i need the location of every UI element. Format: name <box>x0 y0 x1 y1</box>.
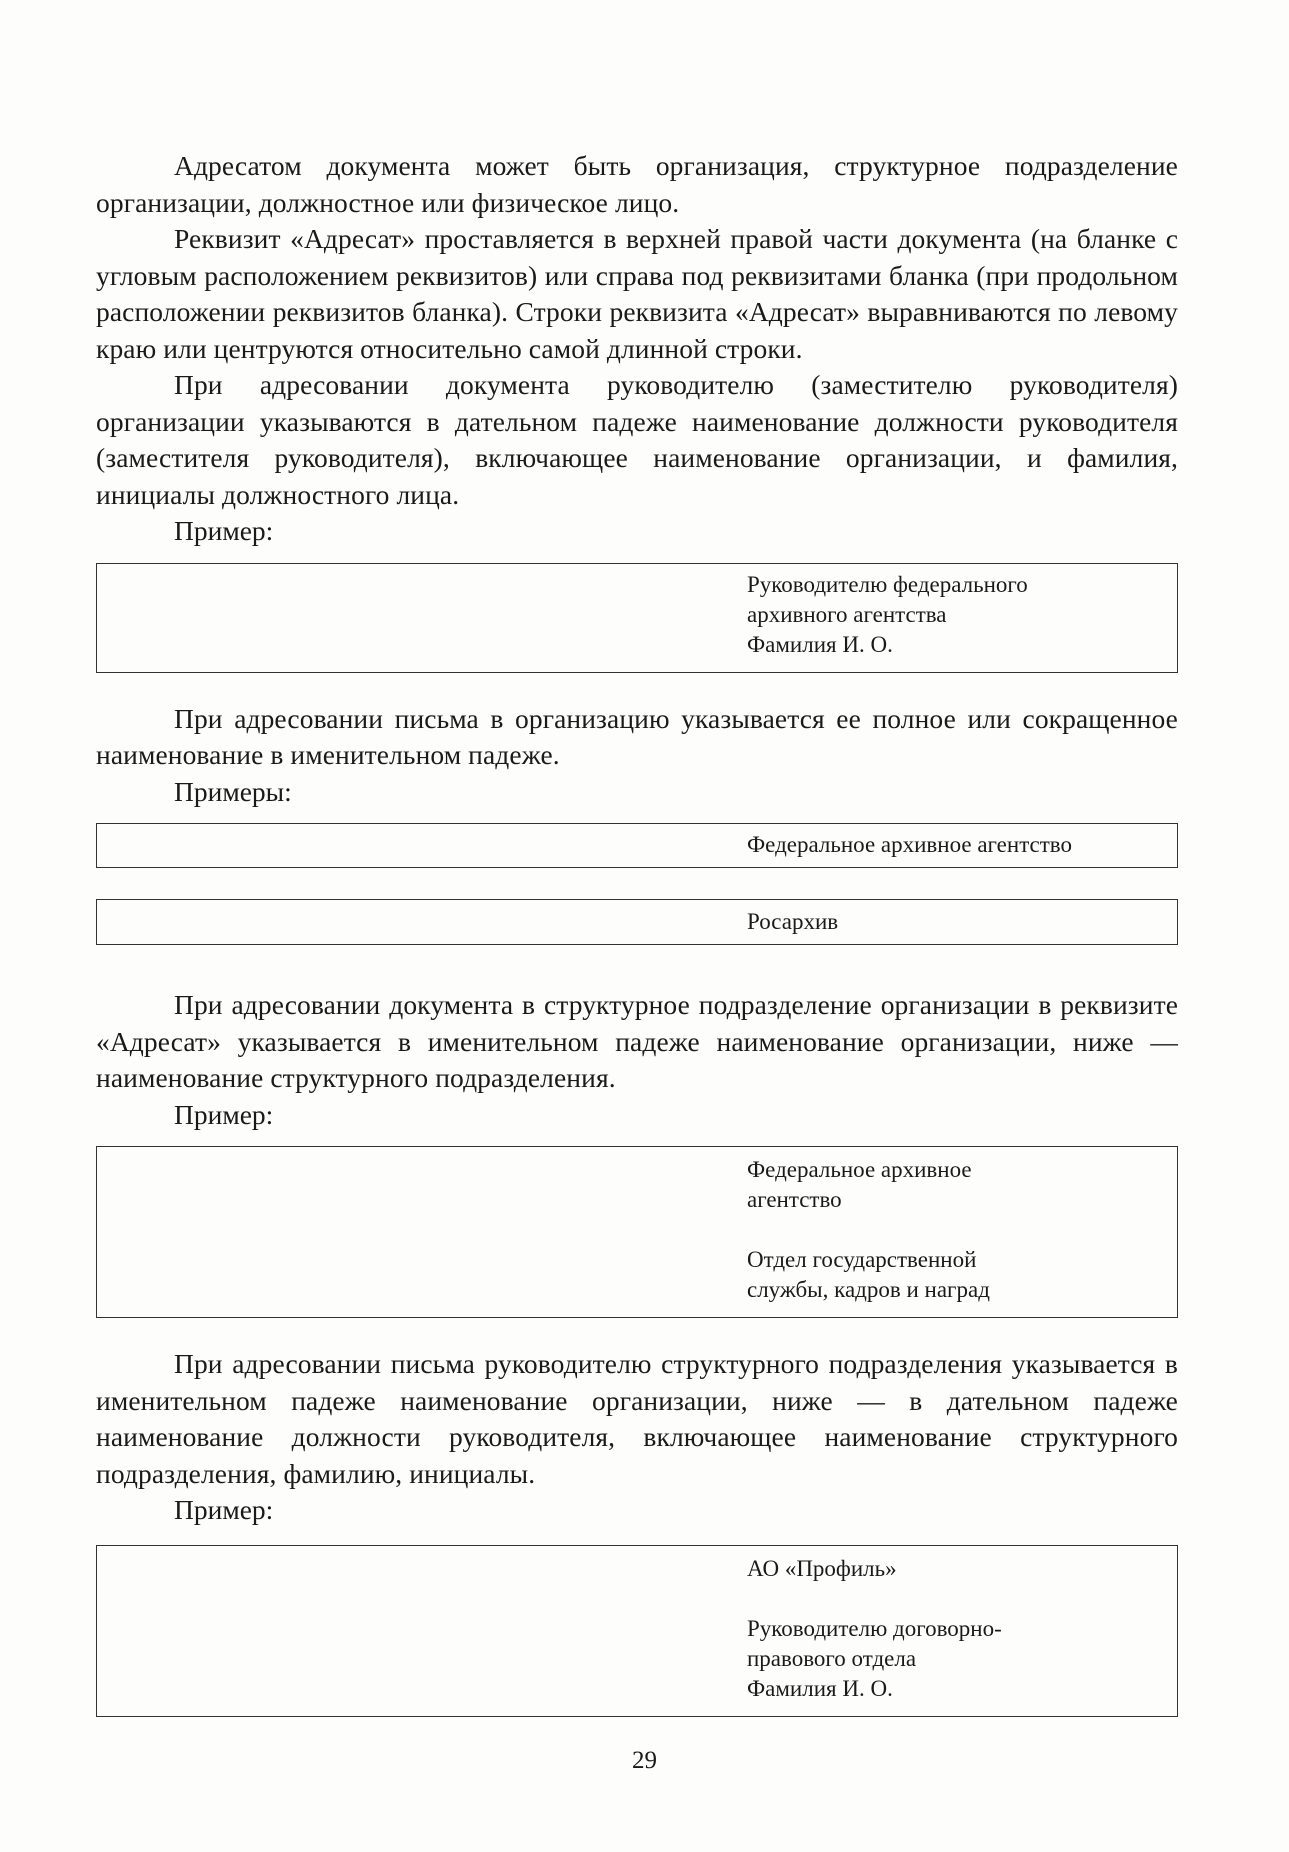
example-box-department-head-text: АО «Профиль» Руководителю договорно- правового отдела Фамилия И. О. <box>747 1555 1002 1701</box>
examples-label: Примеры: <box>174 775 292 807</box>
example-box-org-short <box>96 899 1178 945</box>
example-box-department <box>96 1146 1178 1318</box>
example-label-1: Пример: <box>174 515 274 546</box>
example-box-org-full <box>96 823 1178 868</box>
document-page <box>96 148 1178 1717</box>
paragraph-addressing-organization: При адресовании письма в организацию указывается ее полное или сокращенное наименование в именительном падеже. <box>96 702 1178 770</box>
example-label-2: Пример: <box>174 1098 274 1130</box>
paragraph-addressee-placement: Реквизит «Адресат» проставляется в верхней правой части документа (на бланке с угловым расположением реквизитов) или справа под реквизитами бланка (при продольном расположении реквизитов бланка). Строки реквизита «Адресат» выравниваются по левому краю или центруются относительно самой длинной строки. <box>96 223 1178 364</box>
example-box-org-full-text: Федеральное архивное агентство <box>747 832 1072 857</box>
example-box-head <box>96 563 1178 673</box>
paragraph-addressing-department-head: При адресовании письма руководителю структурного подразделения указывается в именительном падеже наименование организации, ниже — в дательном падеже наименование должности руководителя, включающее наименование структурного подразделения, фамилию, инициалы. <box>96 1348 1178 1489</box>
paragraph-addressee-definition: Адресатом документа может быть организация, структурное подразделение организации, должностное или физическое лицо. <box>96 150 1178 218</box>
paragraph-addressing-head: При адресовании документа руководителю (заместителю руководителя) организации указываются в дательном падеже наименование должности руководителя (заместителя руководителя), включающее наименование организации, и фамилия, инициалы должностного лица. <box>96 369 1178 510</box>
example-box-department-head <box>96 1545 1178 1717</box>
example-box-department-text: Федеральное архивное агентство Отдел государственной службы, кадров и наград <box>747 1157 990 1302</box>
page-number: 29 <box>632 1747 657 1774</box>
example-label-3: Пример: <box>174 1494 274 1525</box>
paragraph-addressing-department: При адресовании документа в структурное подразделение организации в реквизите «Адресат» указывается в именительном падеже наименование организации, ниже — наименование структурного подразделения. <box>96 989 1178 1093</box>
example-box-head-text: Руководителю федерального архивного агентства Фамилия И. О. <box>747 571 1028 657</box>
example-box-org-short-text: Росархив <box>747 909 839 934</box>
